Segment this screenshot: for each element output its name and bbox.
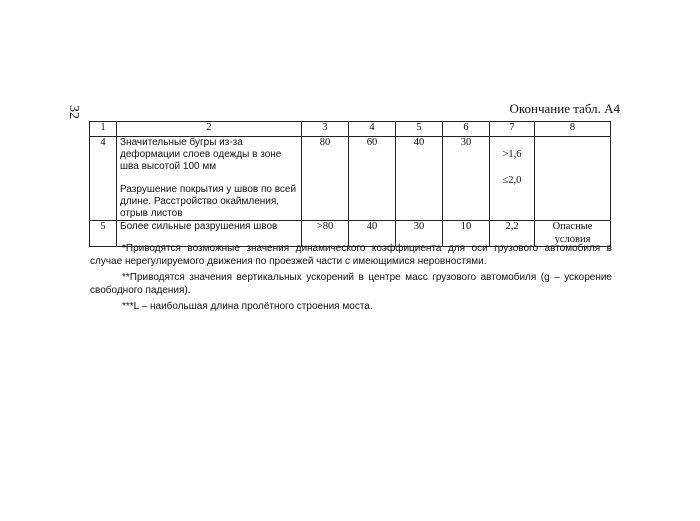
header-cell-5: 5 (396, 122, 443, 137)
cell-col-5: 30 (396, 221, 443, 247)
cell-col-7 (490, 137, 535, 221)
cell-col-7: 2,2 (490, 221, 535, 247)
cell-col-4: 40 (349, 221, 396, 247)
row-description (117, 137, 302, 221)
footnotes (90, 242, 612, 316)
header-cell-2: 2 (117, 122, 302, 137)
header-cell-1: 1 (90, 122, 117, 137)
cell-col-8 (535, 137, 611, 221)
row-description-part-2: Разрушение покрытия у швов по всей длине. Расстройство окаймления, отрыв листов (120, 184, 297, 219)
footnote-1: *Приводятся возможные значения динамического коэффициента для оси грузового автомобиля в случае нерегулируемого движения по проезжей части с имеющимися неровностями. (90, 243, 612, 267)
row-description-part-1: Значительные бугры из-за деформации слоев одежды в зоне шва высотой 100 мм (120, 137, 282, 172)
table-row-4 (90, 137, 611, 221)
header-cell-7: 7 (490, 122, 535, 137)
cell-col-3: >80 (302, 221, 349, 247)
row-number: 4 (90, 137, 117, 221)
footnote-3: ***L – наибольшая длина пролётного строения моста. (122, 301, 373, 312)
data-table (89, 121, 611, 247)
page-number: 32 (66, 105, 81, 119)
row-description: Более сильные разрушения швов (117, 221, 302, 247)
row-number: 5 (90, 221, 117, 247)
table-header-row (90, 122, 611, 137)
footnote-2: **Приводятся значения вертикальных ускорений в центре масс грузового автомобиля (g – ускорение свободного падения). (90, 272, 612, 296)
header-cell-3: 3 (302, 122, 349, 137)
cell-col-3: 80 (302, 137, 349, 221)
cell-col-7-value-1: >1,6 (502, 149, 522, 160)
cell-col-4: 60 (349, 137, 396, 221)
cell-col-6: 10 (443, 221, 490, 247)
cell-col-8: Опасные условия (535, 221, 611, 247)
header-cell-6: 6 (443, 122, 490, 137)
header-cell-4: 4 (349, 122, 396, 137)
cell-col-6: 30 (443, 137, 490, 221)
cell-col-5: 40 (396, 137, 443, 221)
header-cell-8: 8 (535, 122, 611, 137)
cell-col-7-value-2: ≤2,0 (502, 174, 522, 186)
table-caption: Окончание табл. А4 (509, 101, 620, 116)
